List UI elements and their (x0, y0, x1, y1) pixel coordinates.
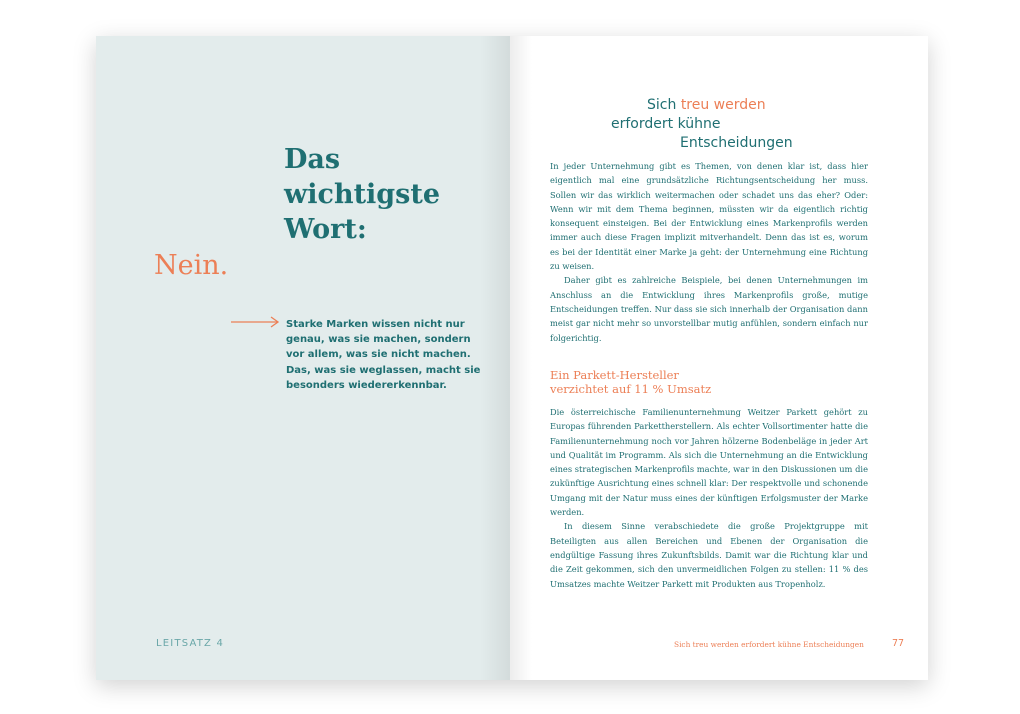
answer-text: Nein. (154, 250, 229, 281)
title-line-2: erfordert kühne (611, 116, 721, 132)
intro-line: besonders wiedererkennbar. (286, 379, 447, 391)
body-section-1 (550, 159, 868, 345)
intro-line: vor allem, was sie nicht machen. (286, 349, 471, 361)
title-line-3: Entscheidungen (680, 135, 793, 151)
paragraph: Die österreichische Familienunternehmung Weitzer Parkett gehört zu Europas führenden Parkettherstellern. Als echter Vollsortimenter hatte die Familienunternehmung noch vor Jahren hölzerne Bodenbeläge in jeder Art und Qualität im Programm. Als sich die Unternehmung an die Entwicklung eines strategischen Markenprofils machte, war in den Diskussionen um die zukünftige Ausrichtung eines schnell klar: Der respektvolle und schonende Umgang mit der Natur muss eines der künftigen Erfolgsmuster der Marke werden. (550, 407, 868, 518)
section-heading-line: verzichtet auf 11 % Umsatz (550, 382, 712, 396)
title-line-1 (647, 96, 766, 114)
title-highlight: treu werden (680, 97, 766, 113)
page-number: 77 (892, 638, 905, 649)
left-page (96, 36, 510, 680)
section-heading (550, 368, 711, 396)
headline-line: Das (284, 144, 341, 175)
intro-line: Das, was sie weglassen, macht sie (286, 364, 481, 376)
paragraph: Daher gibt es zahlreiche Beispiele, bei denen Unternehmungen im Anschluss an die Entwicklung ihres Markenprofils große, mutige Entscheidungen treffen. Nur dass sie sich innerhalb der Organisation dann meist gar nicht mehr so unvorstellbar mutig anfühlen, sondern einfach nur folgerichtig. (550, 275, 868, 343)
headline (284, 142, 440, 247)
headline-line: Wort: (284, 214, 367, 245)
headline-line: wichtigste (284, 179, 441, 210)
intro-text (286, 317, 481, 393)
right-page (510, 36, 928, 680)
paragraph: In jeder Unternehmung gibt es Themen, von denen klar ist, dass hier eigentlich mal eine grundsätzliche Richtungsentscheidung her muss. Sollen wir das wirklich weitermachen oder schadet uns das eher? Oder: Wenn wir mit dem Thema beginnen, müssten wir da eigentlich richtig konsequent einsteigen. Bei der Entwicklung eines Markenprofils werden immer auch diese Fragen implizit mitverhandelt. Denn das ist es, worum es bei der Identität einer Marke ja geht: der Unternehmung eine Richtung zu weisen. (550, 161, 868, 272)
title-word: Sich (647, 97, 677, 113)
left-footer: LEITSATZ 4 (156, 638, 225, 649)
arrow-right-icon (231, 316, 281, 328)
running-footer: Sich treu werden erfordert kühne Entscheidungen (674, 640, 864, 649)
intro-line: genau, was sie machen, sondern (286, 334, 471, 346)
section-heading-line: Ein Parkett-Hersteller (550, 368, 679, 382)
paragraph: In diesem Sinne verabschiedete die große Projektgruppe mit Beteiligten aus allen Bereichen und Ebenen der Organisation die endgültige Fassung ihres Zukunftsbilds. Damit war die Richtung klar und die Zeit gekommen, sich den unvermeidlichen Folgen zu stellen: 11 % des Umsatzes machte Weitzer Parkett mit Produkten aus Tropenholz. (550, 521, 868, 589)
intro-line: Starke Marken wissen nicht nur (286, 319, 465, 330)
body-section-2 (550, 405, 868, 591)
